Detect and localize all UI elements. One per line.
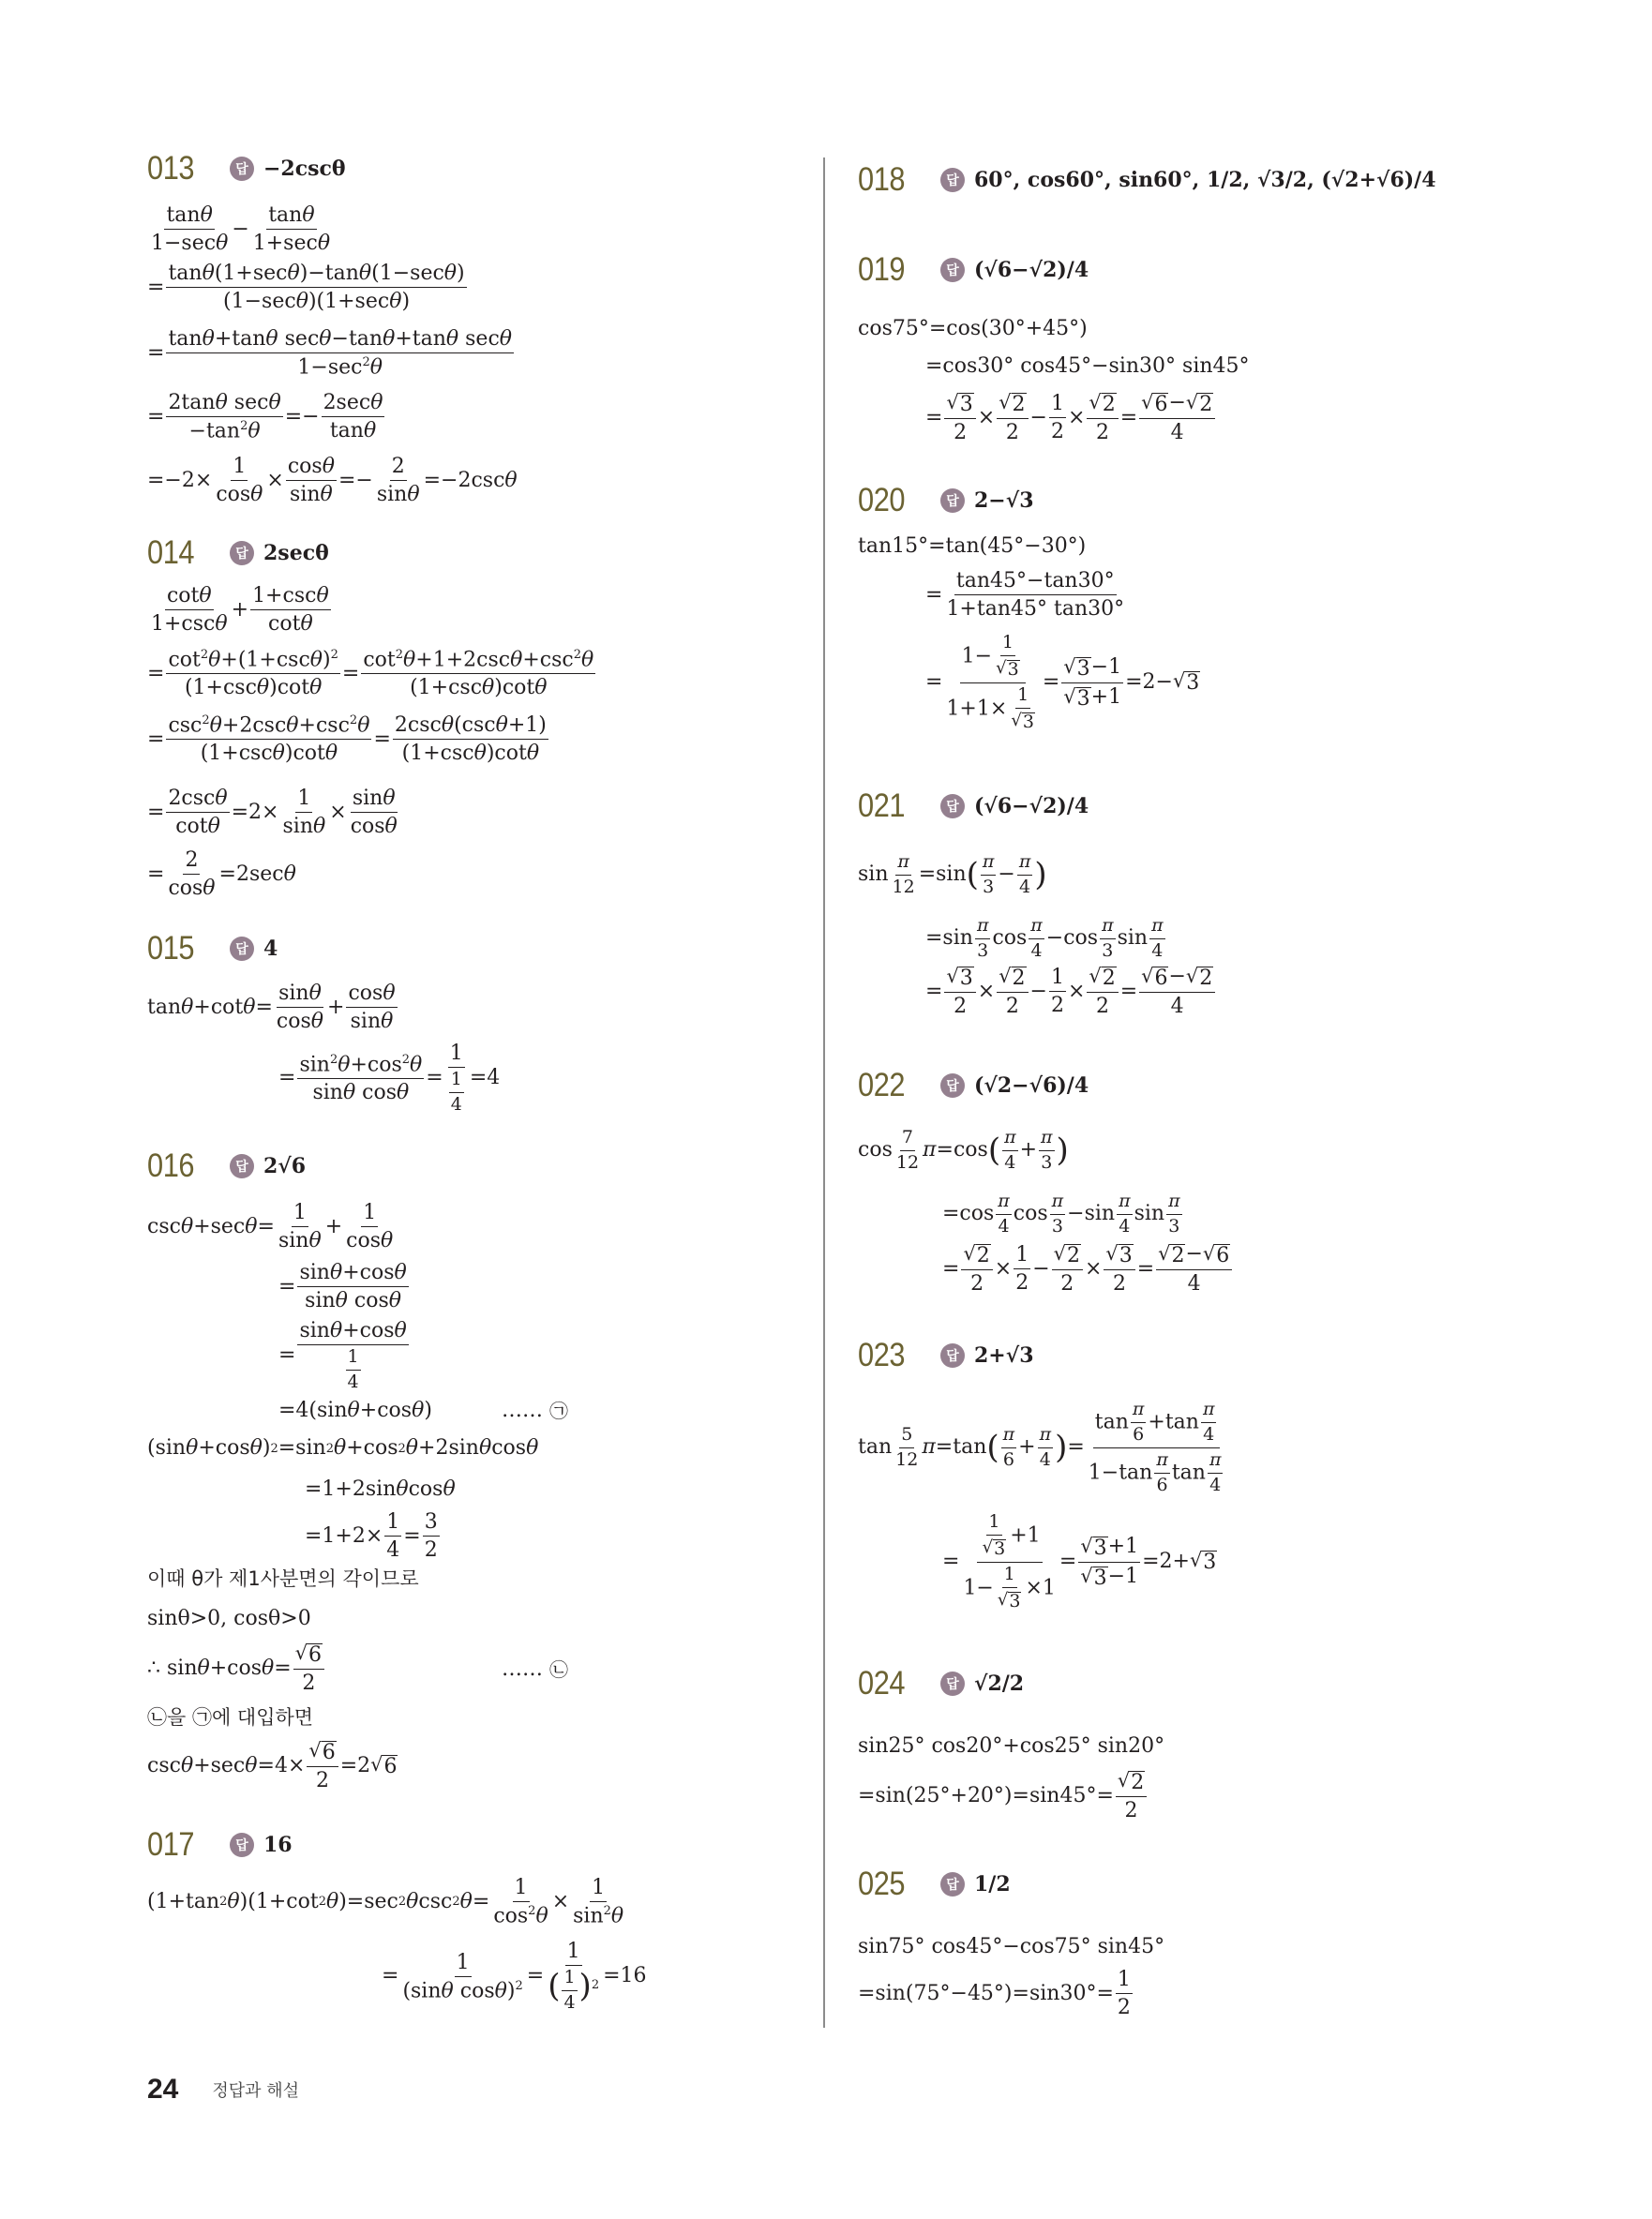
answer: (√2−√6)/4: [974, 1073, 1089, 1098]
solution-line: =1+2× 1 4 = 3 2: [305, 1510, 438, 1563]
solution-line: = $\sin^2\theta+\cos^2\theta$ sinθ cosθ = 1 $\frac{1}{4}$ =4: [278, 1042, 501, 1116]
answer: (√6−√2)/4: [974, 794, 1089, 818]
problem-number: 015: [147, 930, 195, 967]
problem-015-header: [147, 930, 278, 967]
problem-number: 021: [858, 787, 906, 824]
problem-021-header: [858, 787, 1089, 825]
page-label: 정답과 해설: [212, 2081, 300, 2101]
solution-line: (1+tan 2 θ )(1+cot 2 θ )=sec 2 θ csc 2 θ = 1 $\cos^2\theta$ × 1 $\sin^2\theta$: [147, 1876, 624, 1928]
problem-022-header: [858, 1067, 1089, 1104]
solution-line: = 2 cosθ =2sec θ: [147, 848, 296, 901]
problem-016: [147, 1147, 306, 1185]
solution-line: = 1− 1 √ 3 1+1× 1 √ 3 = √ 3 −1 √ 3 +1 =2− √ 3: [925, 632, 1200, 732]
problem-014: [147, 534, 329, 572]
solution-line: = 2tanθ secθ $-\tan^2\theta$ =− 2secθ tanθ: [147, 391, 383, 443]
answer: 60°, cos60°, sin60°, 1/2, √3/2, (√2+√6)/4: [974, 168, 1436, 192]
answer: 1/2: [974, 1872, 1011, 1897]
problem-025: [858, 1866, 1011, 1903]
problem-013-header: [147, 150, 346, 187]
solution-line: = sinθ+cosθ $\frac{1}{4}$: [278, 1319, 407, 1393]
solution-line: sin75° cos45°−cos75° sin45°: [858, 1935, 1165, 1958]
problem-017-header: [147, 1826, 293, 1864]
problem-number: 018: [858, 161, 906, 198]
answer-badge: 답: [940, 168, 965, 192]
solution-line: = tan45°−tan30° 1+tan45° tan30°: [925, 569, 1125, 622]
solution-line: =cos π 4 cos π 3 −sin π 4 sin π 3: [942, 1191, 1180, 1237]
problem-number: 022: [858, 1067, 906, 1103]
problem-016-header: [147, 1147, 306, 1185]
solution-line: =cos30° cos45°−sin30° sin45°: [925, 354, 1250, 378]
solution-line: csc θ +sec θ =4× √ 6 2 =2 √ 6: [147, 1739, 398, 1793]
problem-number: 017: [147, 1826, 195, 1863]
problem-013: [147, 150, 346, 187]
solution-line: tan15°=tan(45°−30°): [858, 534, 1087, 558]
problem-024: [858, 1665, 1024, 1702]
problem-number: 016: [147, 1147, 195, 1184]
page-footer: [147, 2074, 299, 2106]
problem-023: [858, 1337, 1034, 1374]
note-line: 이때 θ가 제1사분면의 각이므로: [147, 1567, 419, 1590]
solution-line: csc θ +sec θ = 1 sinθ + 1 cosθ: [147, 1201, 394, 1253]
solution-line: cotθ 1+cscθ + 1+cscθ cotθ: [151, 584, 329, 637]
answer: (√6−√2)/4: [974, 258, 1089, 282]
problem-020: [858, 482, 1034, 519]
solution-line: cos 7 12 π =cos ( π 4 + π 3 ): [858, 1127, 1069, 1173]
solution-line: = 1 (sinθ cosθ)$^2$ = 1 ( $\frac{1}{4}$ )$^2$ =16: [382, 1940, 647, 2014]
page-number: 24: [147, 2074, 179, 2105]
solution-line: (sin θ +cos θ ) 2 =sin 2 θ +cos 2 θ +2sin θ cos θ: [147, 1436, 539, 1460]
problem-015: [147, 930, 278, 967]
answer: 2−√3: [974, 488, 1034, 513]
answer: 4: [263, 937, 278, 961]
solution-line: = tanθ(1+secθ)−tanθ(1−secθ) (1−secθ)(1+secθ): [147, 262, 465, 314]
solution-line: sin π 12 =sin ( π 3 − π 4 ): [858, 851, 1047, 897]
answer-badge: 답: [940, 1343, 965, 1368]
problem-number: 025: [858, 1866, 906, 1902]
answer: 2√6: [263, 1154, 307, 1178]
problem-021: [858, 787, 1089, 825]
problem-025-header: [858, 1866, 1011, 1903]
solution-line: tan 5 12 π =tan ( π 6 + π 4 ) = tan $\frac{\pi}{6}$ +tan $\frac{\pi}{4}$ 1−tan $\frac{\pi}{6}$ tan $\frac{\pi}{4}$: [858, 1399, 1222, 1495]
answer-badge: 답: [940, 258, 965, 282]
problem-018: [858, 161, 1436, 199]
problem-017: [147, 1826, 293, 1864]
problem-019-header: [858, 251, 1089, 289]
problem-023-header: [858, 1337, 1034, 1374]
answer-badge: 답: [230, 541, 254, 565]
note-line: ㉡을 ㉠에 대입하면: [147, 1706, 314, 1729]
solution-line: = 2cscθ cotθ =2× 1 sinθ × sinθ cosθ: [147, 787, 398, 839]
problem-020-header: [858, 482, 1034, 519]
column-divider: [823, 157, 825, 2028]
solution-line: sin25° cos20°+cos25° sin20°: [858, 1734, 1165, 1758]
solution-line: tan θ +cot θ = sinθ cosθ + cosθ sinθ: [147, 982, 396, 1034]
answer: −2cscθ: [263, 157, 346, 181]
solution-line: = 1 √ 3 +1 1− 1 √ 3 ×1 = √ 3 +1 √ 3 −1 =2+ √ 3: [942, 1511, 1217, 1612]
solution-line: =sin(75°−45°)=sin30°= 1 2: [858, 1968, 1131, 2020]
solution-line: tanθ 1−secθ − tanθ 1+secθ: [151, 203, 331, 256]
solution-line: = $\cot^2\theta+(1+\csc\theta)^2$ (1+cscθ)cotθ = $\cot^2\theta+1+2\csc\theta+\csc^2\theta$ (1+cscθ)cotθ: [147, 648, 594, 700]
answer: 2secθ: [263, 541, 329, 565]
problem-number: 020: [858, 482, 906, 518]
problem-022: [858, 1067, 1089, 1104]
problem-018-header: [858, 161, 1436, 199]
answer-badge: 답: [940, 1073, 965, 1098]
solution-line: =sin(25°+20°)=sin45°= √ 2 2: [858, 1770, 1149, 1822]
problem-number: 013: [147, 150, 195, 187]
problem-number: 014: [147, 534, 195, 571]
solution-line: ∴ sin θ +cos θ = √ 6 2: [147, 1642, 326, 1694]
answer: 16: [263, 1833, 293, 1857]
answer-badge: 답: [230, 157, 254, 181]
answer-badge: 답: [230, 1833, 254, 1857]
answer-badge: 답: [230, 937, 254, 961]
solution-line: =−2× 1 cosθ × cosθ sinθ =− 2 sinθ =−2csc θ: [147, 455, 518, 507]
answer: √2/2: [974, 1672, 1025, 1696]
problem-number: 019: [858, 251, 906, 288]
answer-badge: 답: [230, 1154, 254, 1178]
solution-line: = sinθ+cosθ sinθ cosθ: [278, 1261, 407, 1313]
problem-014-header: [147, 534, 329, 572]
problem-019: [858, 251, 1089, 289]
solution-line: = √ 2 2 × 1 2 − √ 2 2 × √ 3 2 = √ 2 − √ 6 4: [942, 1243, 1234, 1295]
answer-badge: 답: [940, 794, 965, 818]
equation-mark-1: …… ㉠: [502, 1399, 568, 1422]
solution-line: = √ 3 2 × √ 2 2 − 1 2 × √ 2 2 = √ 6 − √ 2 4: [925, 392, 1217, 443]
answer-badge: 답: [940, 488, 965, 513]
solution-line: cos75°=cos(30°+45°): [858, 317, 1088, 340]
problem-number: 023: [858, 1337, 906, 1373]
solution-line: =sin π 3 cos π 4 −cos π 3 sin π 4: [925, 915, 1164, 961]
solution-line: = $\csc^2\theta+2\csc\theta+\csc^2\theta$ (1+cscθ)cotθ = 2cscθ(cscθ+1) (1+cscθ)cotθ: [147, 713, 547, 766]
solution-line: = tanθ+tanθ secθ−tanθ+tanθ secθ $1-\sec^2\theta$: [147, 327, 513, 380]
solution-line: =1+2sin θ cos θ: [305, 1477, 456, 1501]
note-line: sinθ>0, cosθ>0: [147, 1607, 311, 1630]
solution-line: = √ 3 2 × √ 2 2 − 1 2 × √ 2 2 = √ 6 − √ 2 4: [925, 966, 1217, 1017]
solution-line: =4(sin θ +cos θ ): [278, 1399, 432, 1422]
answer-badge: 답: [940, 1672, 965, 1696]
answer-badge: 답: [940, 1872, 965, 1897]
answer: 2+√3: [974, 1343, 1034, 1368]
equation-mark-2: …… ㉡: [502, 1657, 568, 1681]
problem-024-header: [858, 1665, 1024, 1702]
problem-number: 024: [858, 1665, 906, 1702]
